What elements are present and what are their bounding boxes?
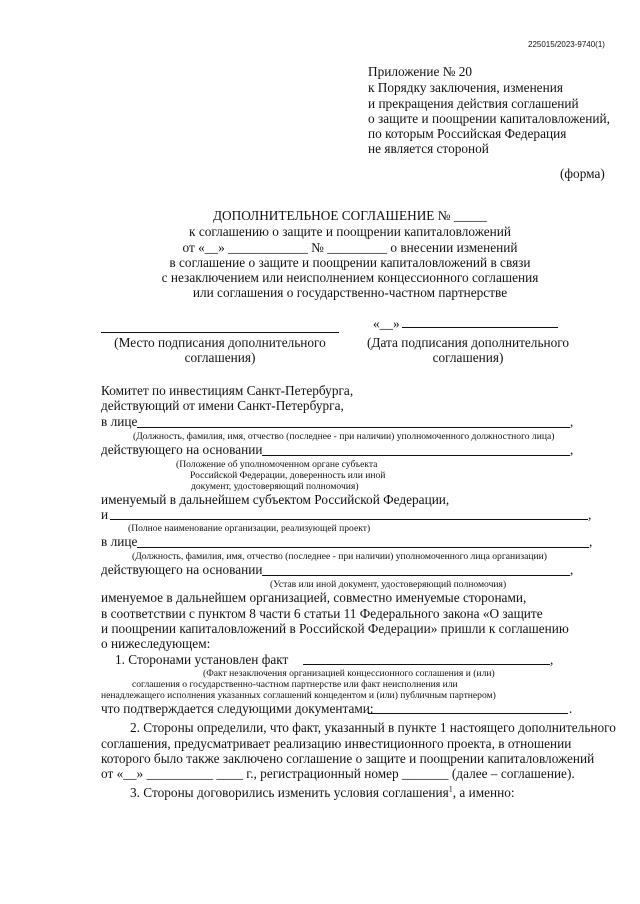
period: . [569,701,573,716]
clause3-line [130,785,515,800]
body-line: о нижеследующем: [101,636,211,651]
org-hint: (Полное наименование организации, реализующей проект) [128,523,371,534]
appendix-line: по которым Российская Федерация [368,126,567,141]
place-caption: (Место подписания дополнительного [114,335,326,350]
place-caption: соглашения) [184,350,256,365]
clause1-hint: ненадлежащего исполнения указанных соглашений концедентом и (или) публичным партнером) [101,690,496,701]
clause1-text: 1. Сторонами установлен факт [115,652,289,667]
body-line: в соответствии с пунктом 8 части 6 статьи 11 Федерального закона «О защите [101,606,543,621]
acting-basis-label: действующего на основании [101,442,263,457]
body-line: и поощрении капиталовложений в Российской Федерации» пришли к соглашению [101,621,569,636]
appendix-line: Приложение № 20 [368,64,472,79]
title-line: или соглашения о государственно-частном партнерстве [192,285,508,300]
appendix-line: о защите и поощрении капиталовложений, [368,111,610,126]
clause3-tail: , а именно: [452,785,515,800]
in-person-label-2: в лице [101,534,138,549]
comma: , [589,534,593,549]
org-official-fill-line [137,547,589,548]
clause1-confirmed: что подтверждается следующими документами: [101,701,374,716]
and-label: и [101,507,109,522]
regulation-hint: Российской Федерации, доверенность или иной [190,470,386,481]
charter-fill-line [262,575,570,576]
regulation-hint: (Положение об уполномоченном органе субъекта [176,459,378,470]
official-hint: (Должность, фамилия, имя, отчество (последнее - при наличии) уполномоченного должностного лица) [133,431,555,442]
official-fill-line [137,427,570,428]
place-signature-line [101,332,339,333]
clause1-docs-fill-line [368,713,568,714]
comma: , [570,442,574,457]
comma: , [570,414,574,429]
date-caption: (Дата подписания дополнительного [366,335,570,350]
date-caption: соглашения) [432,350,504,365]
title-line: в соглашение о защите и поощрении капиталовложений в связи [169,255,531,270]
title-line: с незаключением или неисполнением концессионного соглашения [161,270,539,285]
named-subject-line: именуемый в дальнейшем субъектом Российской Федерации, [101,492,450,507]
appendix-line: и прекращения действия соглашений [368,96,579,111]
title-heading: ДОПОЛНИТЕЛЬНОЕ СОГЛАШЕНИЕ № _____ [212,208,488,223]
comma: , [550,652,554,667]
title-line: к соглашению о защите и поощрении капиталовложений [189,224,511,239]
committee-line: Комитет по инвестициям Санкт-Петербурга, [101,383,354,398]
body-line: именуемое в дальнейшем организацией, совместно именуемые сторонами, [101,590,527,605]
form-label: (форма) [560,166,605,181]
clause2-line: от «__» __________ ____ г., регистрационный номер _______ (далее – соглашение). [101,766,575,781]
in-person-label: в лице [101,414,138,429]
regulation-hint: документ, удостоверяющий полномочия) [191,481,359,492]
title-line: от «__» ____________ № _________ о внесении изменений [182,240,518,255]
document-number: 225015/2023-9740(1) [528,40,605,49]
basis-fill-line [262,455,570,456]
comma: , [570,562,574,577]
appendix-line: к Порядку заключения, изменения [368,80,563,95]
org-fill-line [110,519,588,520]
clause2-line: 2. Стороны определили, что факт, указанный в пункте 1 настоящего дополнительного [130,720,616,735]
clause1-fill-line [303,664,550,665]
clause2-line: которого было также заключено соглашение о защите и поощрении капиталовложений [101,751,595,766]
clause3-text: 3. Стороны договорились изменить условия соглашения [130,785,449,800]
acting-basis-label-2: действующего на основании [101,562,263,577]
committee-line: действующий от имени Санкт-Петербурга, [101,398,344,413]
org-official-hint: (Должность, фамилия, имя, отчество (последнее - при наличии) уполномоченного лица организации) [132,551,547,562]
appendix-line: не является стороной [368,141,489,156]
clause2-line: соглашения, предусматривает реализацию инвестиционного проекта, в отношении [101,736,572,751]
charter-hint: (Устав или иной документ, удостоверяющий полномочия) [270,579,507,590]
clause1-hint: (Факт незаключения организацией концессионного соглашения и (или) [203,668,495,679]
date-signature-line [402,327,558,328]
comma: , [588,507,592,522]
footnote-marker: 1 [448,784,453,794]
clause1-hint: соглашения о государственно-частном партнерстве или факт неисполнения или [132,679,458,690]
date-prefix: «__» [373,316,400,331]
